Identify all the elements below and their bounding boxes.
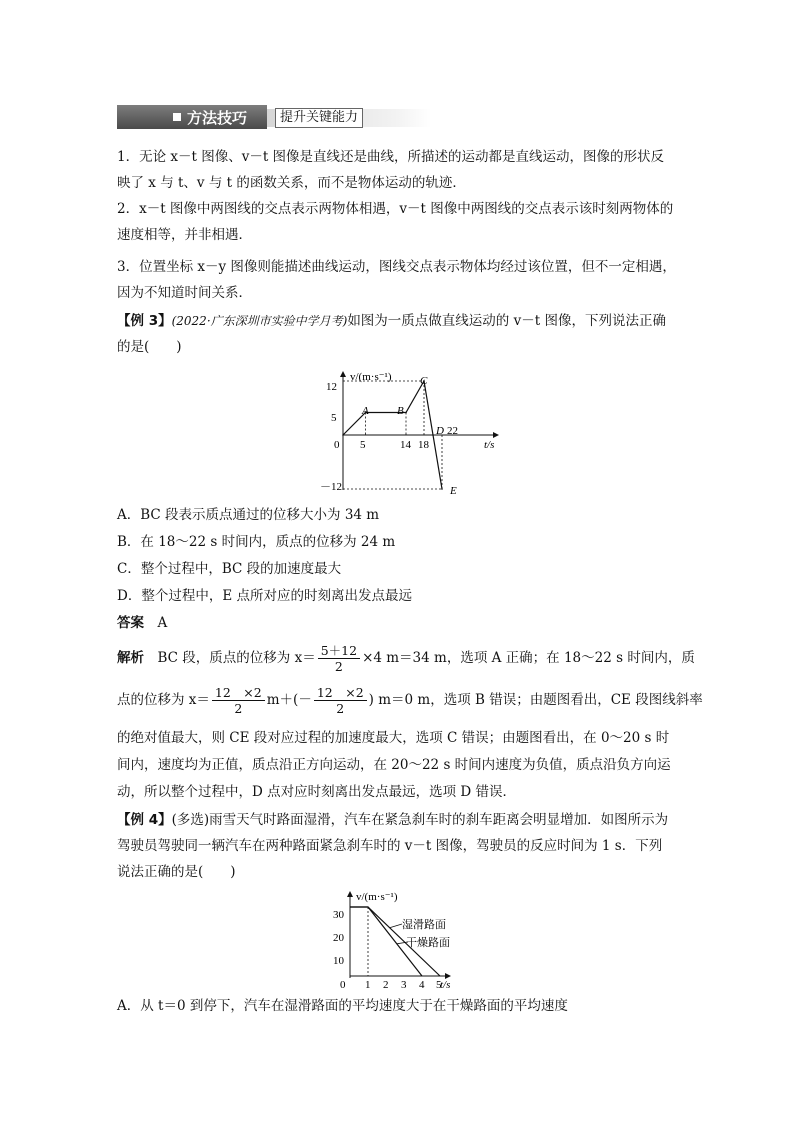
fig1-ytick-0: 0 — [334, 439, 340, 451]
analysis-label: 解析 — [117, 650, 144, 666]
analysis-text-2a: 点的位移为 x＝ — [117, 692, 210, 708]
fig2-xtick-0: 0 — [340, 979, 346, 991]
fig1-xtick-18: 18 — [418, 439, 429, 451]
fig2-ylabel: v/(m·s⁻¹) — [356, 891, 398, 903]
example-4-stem-text: (多选)雨雪天气时路面湿滑，汽车在紧急刹车时的刹车距离会明显增加．如图所示为 — [171, 812, 669, 828]
fig2-label-dry: 干燥路面 — [406, 937, 450, 949]
fraction-3-denominator: 2 — [336, 701, 345, 716]
fig1-point-4 — [432, 434, 434, 436]
fig2-leader-wet — [390, 924, 402, 928]
tip-2-line-1: 2．x－t 图像中两图线的交点表示两物体相遇，v－t 图像中两图线的交点表示该时刻两物体的 — [117, 201, 674, 217]
figure-2-vt-graph — [328, 888, 458, 992]
example-3-answer-line — [117, 610, 677, 636]
fraction-1-denominator: 2 — [334, 659, 343, 674]
answer-value: A — [157, 615, 168, 631]
fig2-xtick-5: 5 — [436, 979, 442, 991]
fig1-point-2 — [405, 412, 407, 414]
fig2-xlabel: t/s — [440, 979, 451, 991]
tip-1-line-1: 1．无论 x－t 图像、v－t 图像是直线还是曲线，所描述的运动都是直线运动，图像的形状反 — [117, 149, 665, 165]
fig1-point-E: E — [450, 485, 457, 496]
analysis-line-1 — [117, 643, 695, 674]
fig1-ytick-5: 5 — [331, 412, 337, 424]
figure-1-vt-graph — [318, 368, 508, 496]
fraction-2 — [212, 685, 265, 716]
fig1-point-B: B — [397, 405, 404, 417]
analysis-line-4: 间内，速度均为正值，质点沿正方向运动，在 20～22 s 时间内速度为负值，质点沿负方向运 — [117, 757, 671, 773]
example-4-stem-line-1 — [117, 807, 677, 833]
fraction-2-denominator: 2 — [234, 701, 243, 716]
example-3-option-a: A．BC 段表示质点通过的位移大小为 34 m — [117, 507, 380, 523]
fig2-xtick-1: 1 — [365, 979, 371, 991]
fraction-2-numerator: 12 ×2 — [212, 685, 265, 701]
tip-1-line-2: 映了 x 与 t、v 与 t 的函数关系，而不是物体运动的轨迹． — [117, 175, 466, 191]
fig1-xtick-5: 5 — [360, 439, 366, 451]
fig2-xtick-2: 2 — [383, 979, 389, 991]
fig1-point-5 — [441, 488, 443, 490]
fig1-point-A: A — [362, 405, 369, 417]
analysis-line-5: 动，所以整个过程中，D 点对应时刻离出发点最远，选项 D 错误． — [117, 784, 517, 800]
fig2-xtick-3: 3 — [401, 979, 407, 991]
fraction-1 — [318, 643, 360, 674]
banner-subtitle: 提升关键能力 — [275, 108, 363, 128]
fig1-point-D: D — [436, 425, 444, 437]
example-3-tag: 【例 3】 — [117, 313, 172, 329]
tip-3-line-2: 因为不知道时间关系． — [117, 285, 252, 301]
fig1-ytick-12: 12 — [326, 381, 337, 393]
analysis-text-2b: m＋(－ — [266, 692, 312, 708]
example-3-option-b: B．在 18～22 s 时间内，质点的位移为 24 m — [117, 534, 396, 550]
section-banner — [117, 105, 431, 129]
example-3-source: (2022·广东深圳市实验中学月考) — [171, 314, 348, 328]
example-3-option-d: D．整个过程中，E 点所对应的时刻离出发点最远 — [117, 588, 412, 604]
fig2-ytick-20: 20 — [333, 932, 344, 944]
fraction-3 — [314, 685, 367, 716]
fig1-point-C: C — [420, 375, 428, 387]
fig1-xtick-14: 14 — [400, 439, 411, 451]
fig2-xtick-4: 4 — [419, 979, 425, 991]
tip-2-line-2: 速度相等，并非相遇． — [117, 227, 252, 243]
fraction-3-numerator: 12 ×2 — [314, 685, 367, 701]
fig1-xlabel: t/s — [484, 439, 495, 451]
analysis-text-2c: ) m＝0 m，选项 B 错误；由题图看出，CE 段图线斜率 — [368, 692, 703, 708]
analysis-line-3: 的绝对值最大，则 CE 段对应过程的加速度最大，选项 C 错误；由题图看出，在 0～20 s 时 — [117, 730, 670, 746]
analysis-text-1b: ×4 m＝34 m，选项 A 正确；在 18～22 s 时间内，质 — [362, 650, 695, 666]
example-4-tag: 【例 4】 — [117, 812, 172, 828]
fig1-ytick-neg12: －12 — [320, 481, 342, 493]
example-3-stem-line-1 — [117, 308, 677, 334]
fraction-1-numerator: 5＋12 — [318, 643, 360, 659]
fig2-label-wet: 湿滑路面 — [402, 919, 446, 931]
tip-3-line-1: 3．位置坐标 x－y 图像则能描述曲线运动，图线交点表示物体均经过该位置，但不一定相遇， — [117, 259, 676, 275]
answer-label: 答案 — [117, 615, 144, 631]
example-4-stem-line-2: 驾驶员驾驶同一辆汽车在两种路面紧急刹车时的 v－t 图像，驾驶员的反应时间为 1 s．下列 — [117, 838, 663, 854]
fig1-point-0 — [342, 434, 344, 436]
fig2-ytick-10: 10 — [333, 955, 344, 967]
square-icon — [173, 113, 181, 121]
example-4-stem-line-3: 说法正确的是( ) — [117, 864, 236, 880]
analysis-line-2 — [117, 685, 703, 716]
banner-title: 方法技巧 — [187, 109, 248, 127]
example-3-stem-text: 如图为一质点做直线运动的 v－t 图像，下列说法正确 — [347, 313, 666, 329]
analysis-text-1a: BC 段，质点的位移为 x＝ — [157, 650, 316, 666]
example-3-option-c: C．整个过程中，BC 段的加速度最大 — [117, 561, 342, 577]
fig1-xtick-22: 22 — [447, 425, 458, 437]
fig1-ylabel: v/(m·s⁻¹) — [350, 371, 392, 383]
example-4-option-a: A．从 t＝0 到停下，汽车在湿滑路面的平均速度大于在干燥路面的平均速度 — [117, 998, 568, 1014]
example-3-stem-line-2: 的是( ) — [117, 339, 182, 355]
fig2-ytick-30: 30 — [333, 909, 344, 921]
